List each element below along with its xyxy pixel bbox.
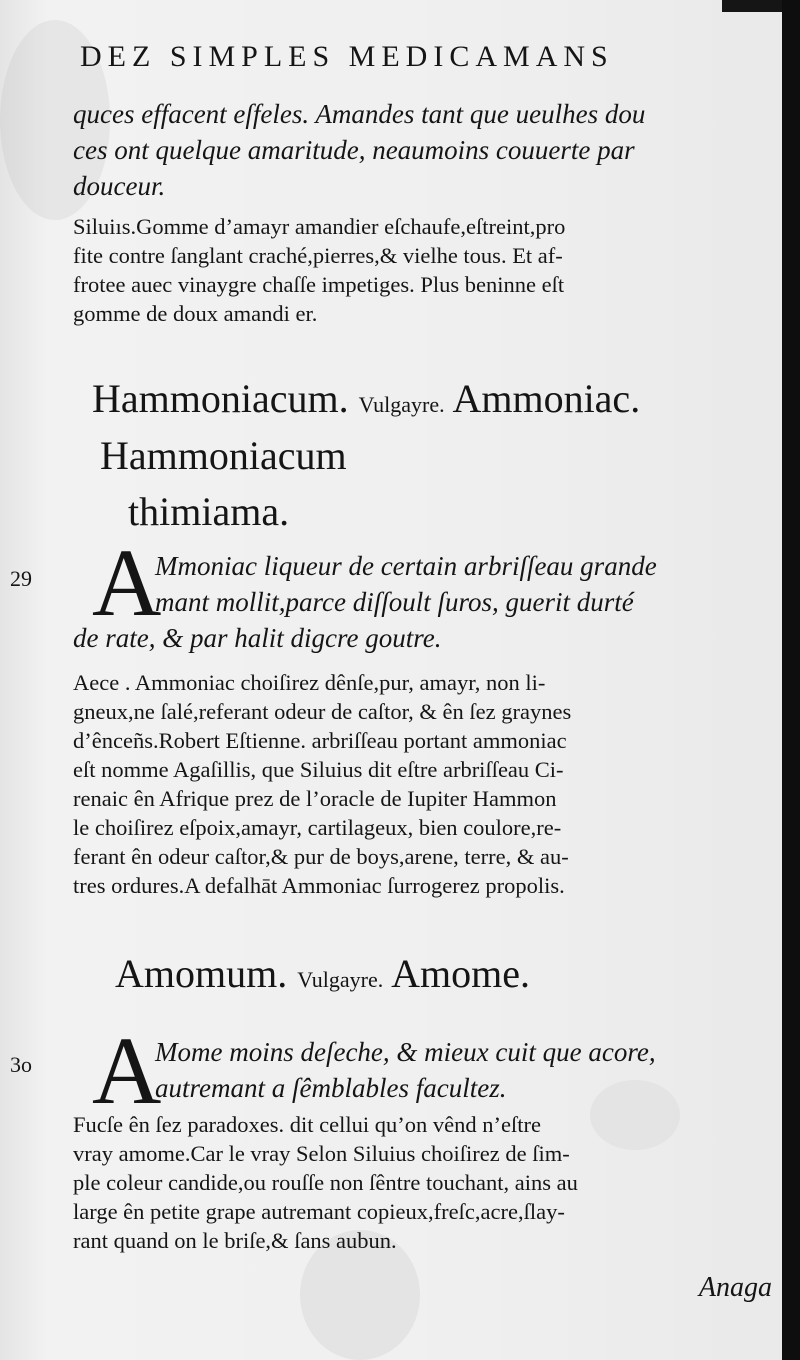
text-line: le choiſirez eſpoix,amayr, cartilageux, bien coulore,re-	[73, 815, 562, 840]
section2-italic-paragraph	[73, 1034, 753, 1106]
text-line: Fucſe ên ſez paradoxes. dit cellui qu’on vênd n’eſtre	[73, 1112, 541, 1137]
section1-italic-paragraph	[73, 548, 753, 656]
section1-roman-paragraph	[73, 668, 753, 900]
intro-italic-paragraph	[73, 96, 753, 204]
drop-cap: A	[92, 1017, 162, 1124]
text-line: tres ordures.A defalhāt Ammoniac ſurrogerez propolis.	[73, 873, 565, 898]
entry-heading-hammoniacum	[92, 375, 640, 422]
text-line: ces ont quelque amaritude, neaumoins couuerte par	[73, 135, 635, 165]
text-line: douceur.	[73, 171, 166, 201]
scan-edge	[782, 0, 800, 1360]
text-line: frotee auec vinaygre chaſſe impetiges. Plus beninne eſt	[73, 272, 565, 297]
text-line: fite contre ſanglant craché,pierres,& vielhe tous. Et af-	[73, 243, 563, 268]
vulgar-name: Ammoniac.	[452, 376, 641, 421]
vulgar-label: Vulgayre.	[358, 392, 445, 417]
text-line: vray amome.Car le vray Selon Siluius choiſirez de ſim-	[73, 1141, 570, 1166]
margin-number: 29	[10, 566, 32, 591]
catchword: Anaga	[698, 1272, 772, 1303]
text-line: Aece . Ammoniac choiſirez dênſe,pur, amayr, non li-	[73, 670, 546, 695]
heading-line: thimiama.	[128, 489, 290, 534]
text-line: rant quand on le briſe,& ſans aubun.	[73, 1228, 397, 1253]
drop-cap: A	[92, 529, 162, 636]
text-line: ple coleur candide,ou rouſſe non ſêntre touchant, ains au	[73, 1170, 578, 1195]
scan-edge	[722, 0, 782, 12]
text-line: eſt nomme Agaſillis, que Siluius dit eſtre arbriſſeau Ci-	[73, 757, 564, 782]
text-line: quces effacent eſfeles. Amandes tant que ueulhes dou	[73, 99, 646, 129]
text-line: gomme de doux amandi er.	[73, 301, 318, 326]
section2-roman-paragraph	[73, 1110, 753, 1255]
vulgar-name: Amome.	[391, 951, 530, 996]
text-line: renaic ên Afrique prez de l’oracle de Iupiter Hammon	[73, 786, 557, 811]
text-line: autremant a ſêmblables facultez.	[155, 1073, 507, 1103]
running-head: DEZ SIMPLES MEDICAMANS	[80, 40, 614, 73]
heading-main: Amomum.	[115, 951, 288, 996]
text-line: Mome moins deſeche, & mieux cuit que acore,	[155, 1037, 656, 1067]
vulgar-label: Vulgayre.	[297, 967, 384, 992]
text-line: mant mollit,parce diſſoult ſuros, guerit durté	[155, 587, 634, 617]
intro-roman-paragraph	[73, 212, 753, 328]
text-line: de rate, & par halit digcre goutre.	[73, 623, 442, 653]
entry-heading-amomum	[115, 950, 530, 997]
text-line: Siluiıs.Gomme d’amayr amandier eſchaufe,eſtreint,pro	[73, 214, 566, 239]
margin-number: 3o	[10, 1052, 32, 1077]
heading-line: Hammoniacum	[100, 433, 347, 478]
text-line: Mmoniac liqueur de certain arbriſſeau grande	[155, 551, 657, 581]
text-line: d’ênceñs.Robert Eſtienne. arbriſſeau portant ammoniac	[73, 728, 567, 753]
text-line: large ên petite grape autremant copieux,freſc,acre,ſlay-	[73, 1199, 565, 1224]
heading-main: Hammoniacum.	[92, 376, 349, 421]
text-line: gneux,ne ſalé,referant odeur de caſtor, & ên ſez graynes	[73, 699, 572, 724]
text-line: ferant ên odeur caſtor,& pur de boys,arene, terre, & au-	[73, 844, 569, 869]
